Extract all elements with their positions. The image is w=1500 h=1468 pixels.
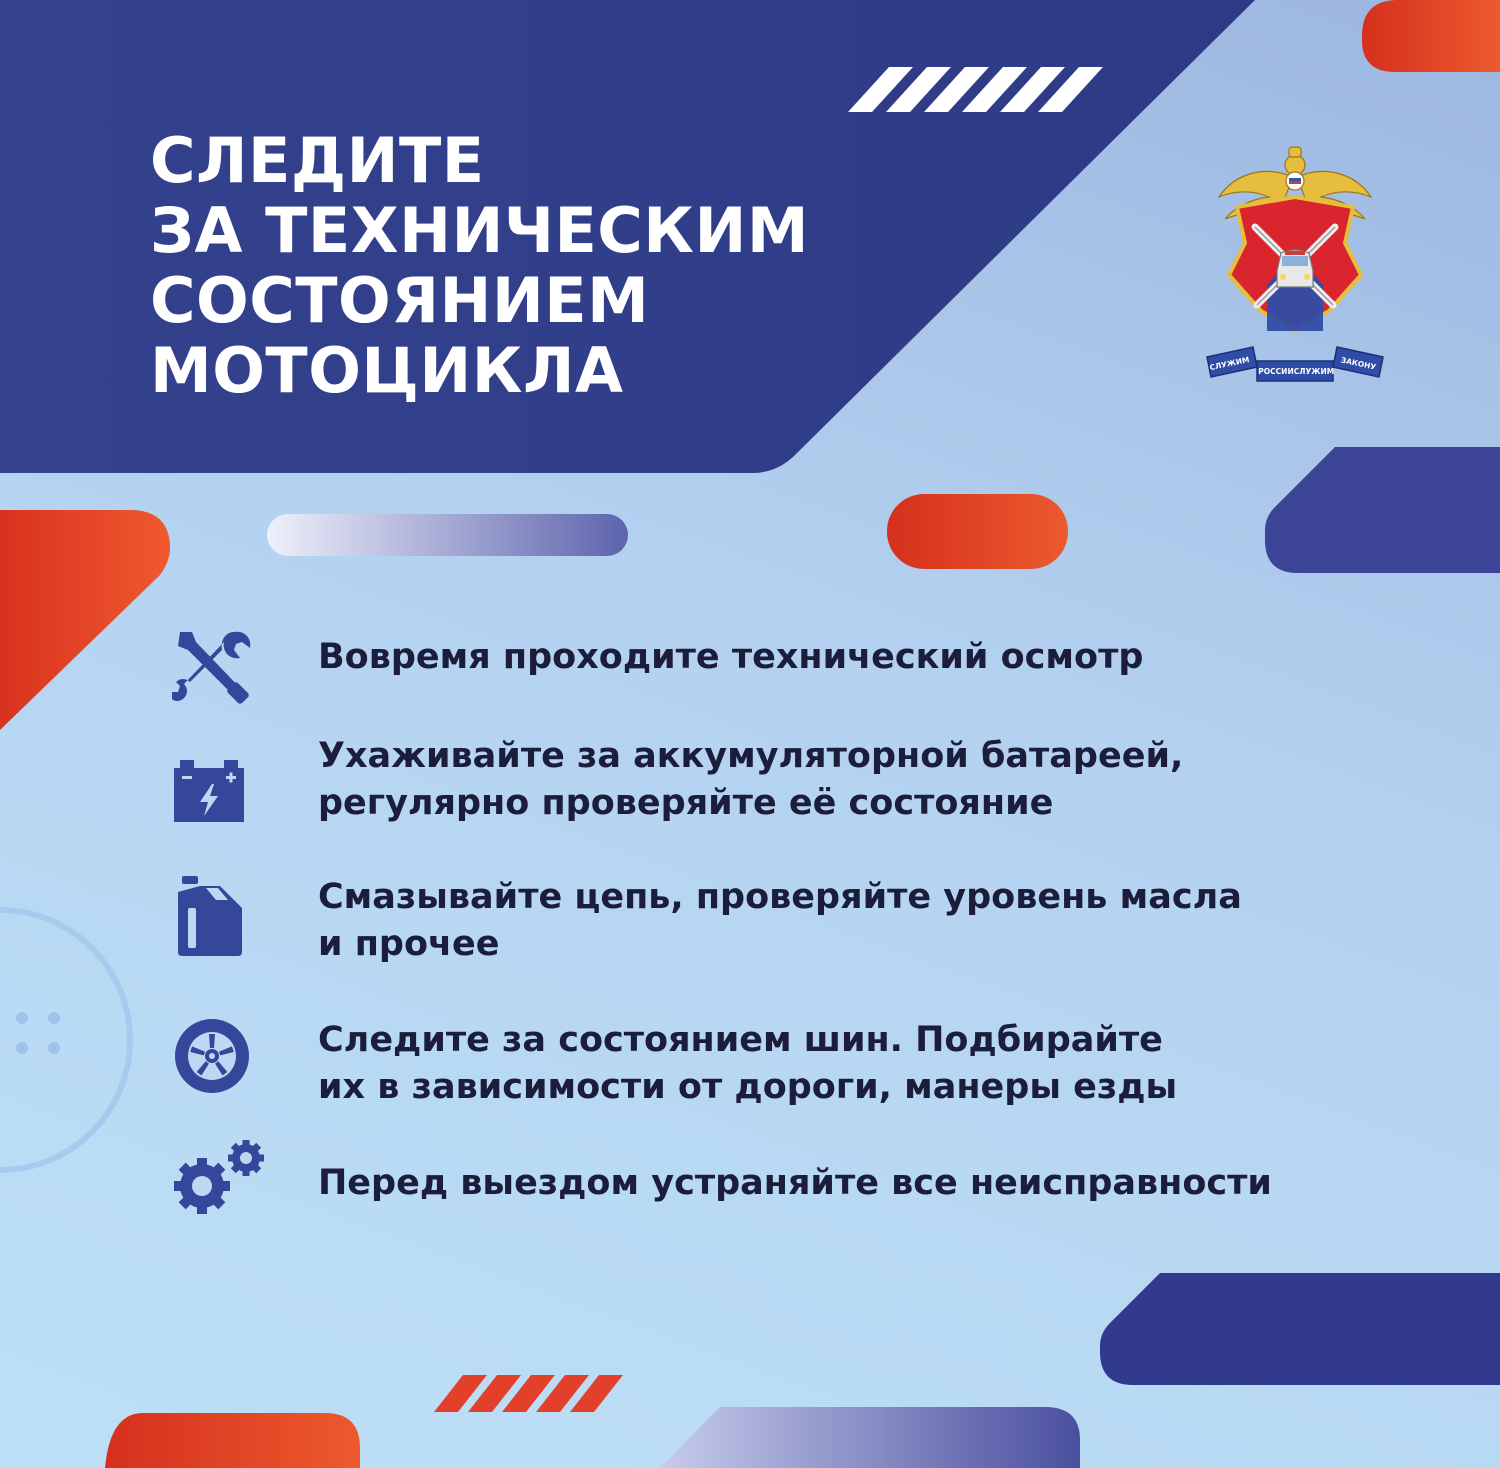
circle-outline [0, 910, 130, 1170]
item-text-3a: Смазывайте цепь, проверяйте уровень масла [318, 877, 1242, 917]
title-line-3: СОСТОЯНИЕМ [150, 264, 650, 337]
title-line-1: СЛЕДИТЕ [150, 124, 485, 197]
title-line-4: МОТОЦИКЛА [150, 334, 624, 407]
item-text-3b: и прочее [318, 924, 500, 964]
pill-navy-right [1265, 447, 1500, 573]
gears-icon [172, 1136, 270, 1218]
pill-red-top-right [1362, 0, 1500, 72]
item-text-5: Перед выездом устраняйте все неисправности [318, 1163, 1272, 1203]
oil-canister-icon [176, 876, 246, 958]
shape-red-left [0, 510, 170, 730]
pill-gradient [267, 514, 628, 556]
dots [16, 1012, 60, 1054]
item-text-2a: Ухаживайте за аккумуляторной батареей, [318, 736, 1184, 776]
car-battery-icon [172, 758, 246, 824]
emblem-ribbon-right: ЗАКОНУ [1340, 355, 1377, 372]
traffic-police-emblem [1205, 135, 1385, 385]
pill-red-bottom-left [105, 1413, 360, 1468]
pill-navy-bottom-right [1100, 1273, 1500, 1385]
pill-purple-bottom [660, 1407, 1080, 1468]
tire-wheel-icon [174, 1018, 250, 1094]
emblem-ribbon-left: СЛУЖИМ [1208, 354, 1251, 373]
item-text-4a: Следите за состоянием шин. Подбирайте [318, 1020, 1163, 1060]
emblem-ribbon-center-1: РОССИИ [1258, 367, 1294, 376]
wrench-cross-icon [172, 628, 254, 706]
item-text-1: Вовремя проходите технический осмотр [318, 637, 1144, 677]
item-text-2b: регулярно проверяйте её состояние [318, 783, 1054, 823]
title-line-2: ЗА ТЕХНИЧЕСКИМ [150, 194, 810, 267]
emblem-ribbon-center-2: СЛУЖИМ [1293, 367, 1335, 376]
item-text-4b: их в зависимости от дороги, манеры езды [318, 1067, 1178, 1107]
pill-red-center [887, 494, 1068, 569]
